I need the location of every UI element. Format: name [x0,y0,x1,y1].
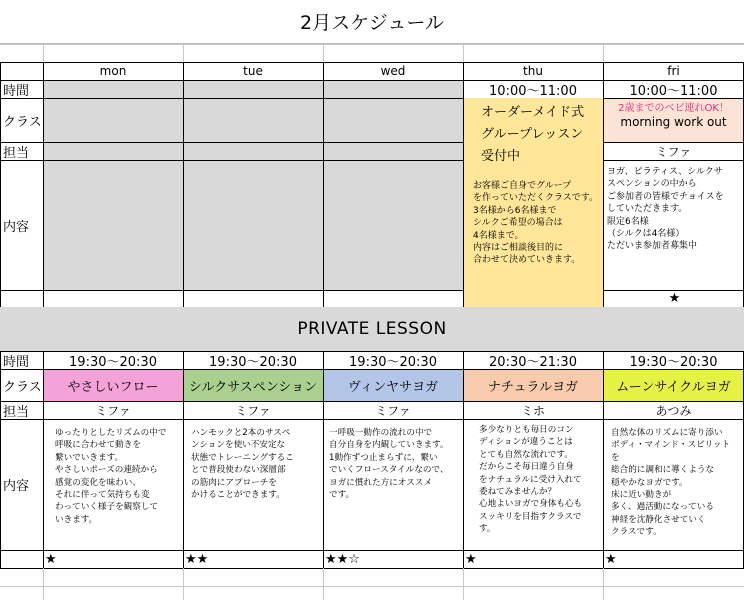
row-label-class: クラス [3,379,42,395]
private-time: 19:30～20:30 [349,354,437,369]
row-label-time: 時間 [3,83,30,98]
grid-line [323,351,324,568]
day-header-tue: tue [243,64,263,78]
spacer-line [603,568,604,600]
grid-line [0,62,1,307]
private-class: シルクサスペンション [183,369,323,401]
fri-baby-note: 2歳までのベビ連れOK！ [618,103,729,114]
row-label-content: 内容 [3,219,30,235]
grid-line [603,290,744,291]
private-stars: ★ [465,551,477,567]
spacer-line [463,568,464,600]
private-teacher: ミホ [520,403,545,418]
private-class: ナチュラルヨガ [463,369,603,401]
unavailable-block [43,80,463,290]
grid-line [0,419,744,420]
grid-line [0,142,463,143]
page-title: 2月スケジュール [0,0,744,44]
grid-line [0,290,463,291]
grid-line [323,62,324,307]
grid-line [183,62,184,307]
day-header-mon: mon [99,64,127,78]
private-time: 19:30～20:30 [209,354,297,369]
spacer-line [183,44,184,62]
grid-line [0,351,1,568]
spacer-line [323,568,324,600]
private-stars: ★ [45,551,57,567]
fri-stars: ★ [668,291,681,306]
spacer-line [0,44,744,45]
spacer-line [0,586,744,587]
grid-line [0,62,744,63]
spacer-line [183,568,184,600]
row-label-content: 内容 [3,479,30,494]
grid-line [0,568,744,569]
private-class: ムーンサイクルヨガ [603,369,744,401]
spacer-line [323,44,324,62]
private-stars: ★★ [185,551,209,567]
private-class: ヴィンヤサヨガ [323,369,463,401]
row-label-teacher: 担当 [3,404,30,419]
day-header-fri: fri [667,64,680,78]
day-header-wed: wed [380,64,406,78]
private-teacher: ミファ [375,403,411,418]
grid-line [603,142,744,143]
fri-teacher: ミファ [655,144,692,159]
grid-line [603,160,744,161]
private-time: 19:30～20:30 [629,354,718,369]
fri-class-name: morning work out [620,115,727,129]
grid-line [0,80,744,81]
private-teacher: ミファ [95,403,131,418]
grid-line [43,351,44,568]
spacer-line [43,44,44,62]
private-content: 一呼吸一動作の流れの中で 自分自身を内観していきます。 1動作ずつ止まらずに、繋い でいくフロースタイルなので、 ヨガに慣れた方にオススメ です。 [329,428,449,501]
private-time: 20:30～21:30 [489,354,577,369]
grid-line [183,351,184,568]
grid-line [0,160,463,161]
private-content: 自然な体のリズムに寄り添い ボディ・マインド・スピリットを 総合的に調和に導くような 穏やかなヨガです。 床に近い動きが 多く、過活動になっている 神経を沈静化させていく クラスです。 [611,428,731,538]
thu-content: お客様ご自身でグループ を作っていただくクラスです。 3名様から6名様まで シルクご希望の場合は 4名様まで。 内容はご相談後目的に 合わせて決めていきます。 [473,181,599,266]
day-header-thu: thu [523,64,543,78]
grid-line [0,550,744,551]
spacer-line [463,44,464,62]
grid-line [603,351,604,568]
grid-line [43,62,44,307]
private-stars: ★ [605,551,617,567]
private-content: 多少なりとも毎日のコン ディションが違うことは とても自然な流れです。 だからこそ毎日違う自身 をナチュラルに受け入れて 委ねてみませんか？ 心地よいヨガで身体も心も スッキリを目指すクラスです。 [479,425,583,535]
row-label-class: クラス [3,114,42,130]
private-content: ハンモックと2本のサスペ ンションを使い不安定な 状態でトレーニングするこ とで普段使わない深層部 の筋肉にアプローチを かけることができます。 [191,428,294,501]
grid-line [603,62,604,307]
private-class: やさしいフロー [43,369,183,401]
row-label-teacher: 担当 [3,145,30,160]
private-teacher: ミファ [235,403,271,418]
private-content: ゆったりとしたリズムの中で 呼吸に合わせて動きを 繋いでいきます。 やさしいポーズの連続から 感覚の変化を味わい、 それに伴って気持ちも変 わっていく様子を観察して いきます。 [55,428,167,525]
private-teacher: あつみ [655,403,692,418]
spacer-line [43,568,44,600]
thu-time: 10:00～11:00 [489,83,577,98]
thu-headline: オーダーメイド式 グループレッスン 受付中 [481,105,585,164]
grid-line [463,351,464,568]
private-time: 19:30～20:30 [69,354,157,369]
fri-content: ヨガ、ピラティス、シルクサ スペンションの中から ご参加者の皆様でチョイスを していただきます。 限定6名様 （シルクは4名様） ただいま参加者募集中 [607,167,724,252]
spacer-line [603,44,604,62]
grid-line [0,98,463,99]
grid-line [463,62,464,307]
fri-time: 10:00～11:00 [629,83,718,98]
grid-line [0,351,744,352]
private-stars: ★★☆ [325,551,360,567]
grid-line [0,369,744,370]
grid-line [603,98,744,99]
private-lesson-banner: PRIVATE LESSON [0,307,744,351]
grid-line [0,401,744,402]
row-label-time: 時間 [3,354,30,369]
